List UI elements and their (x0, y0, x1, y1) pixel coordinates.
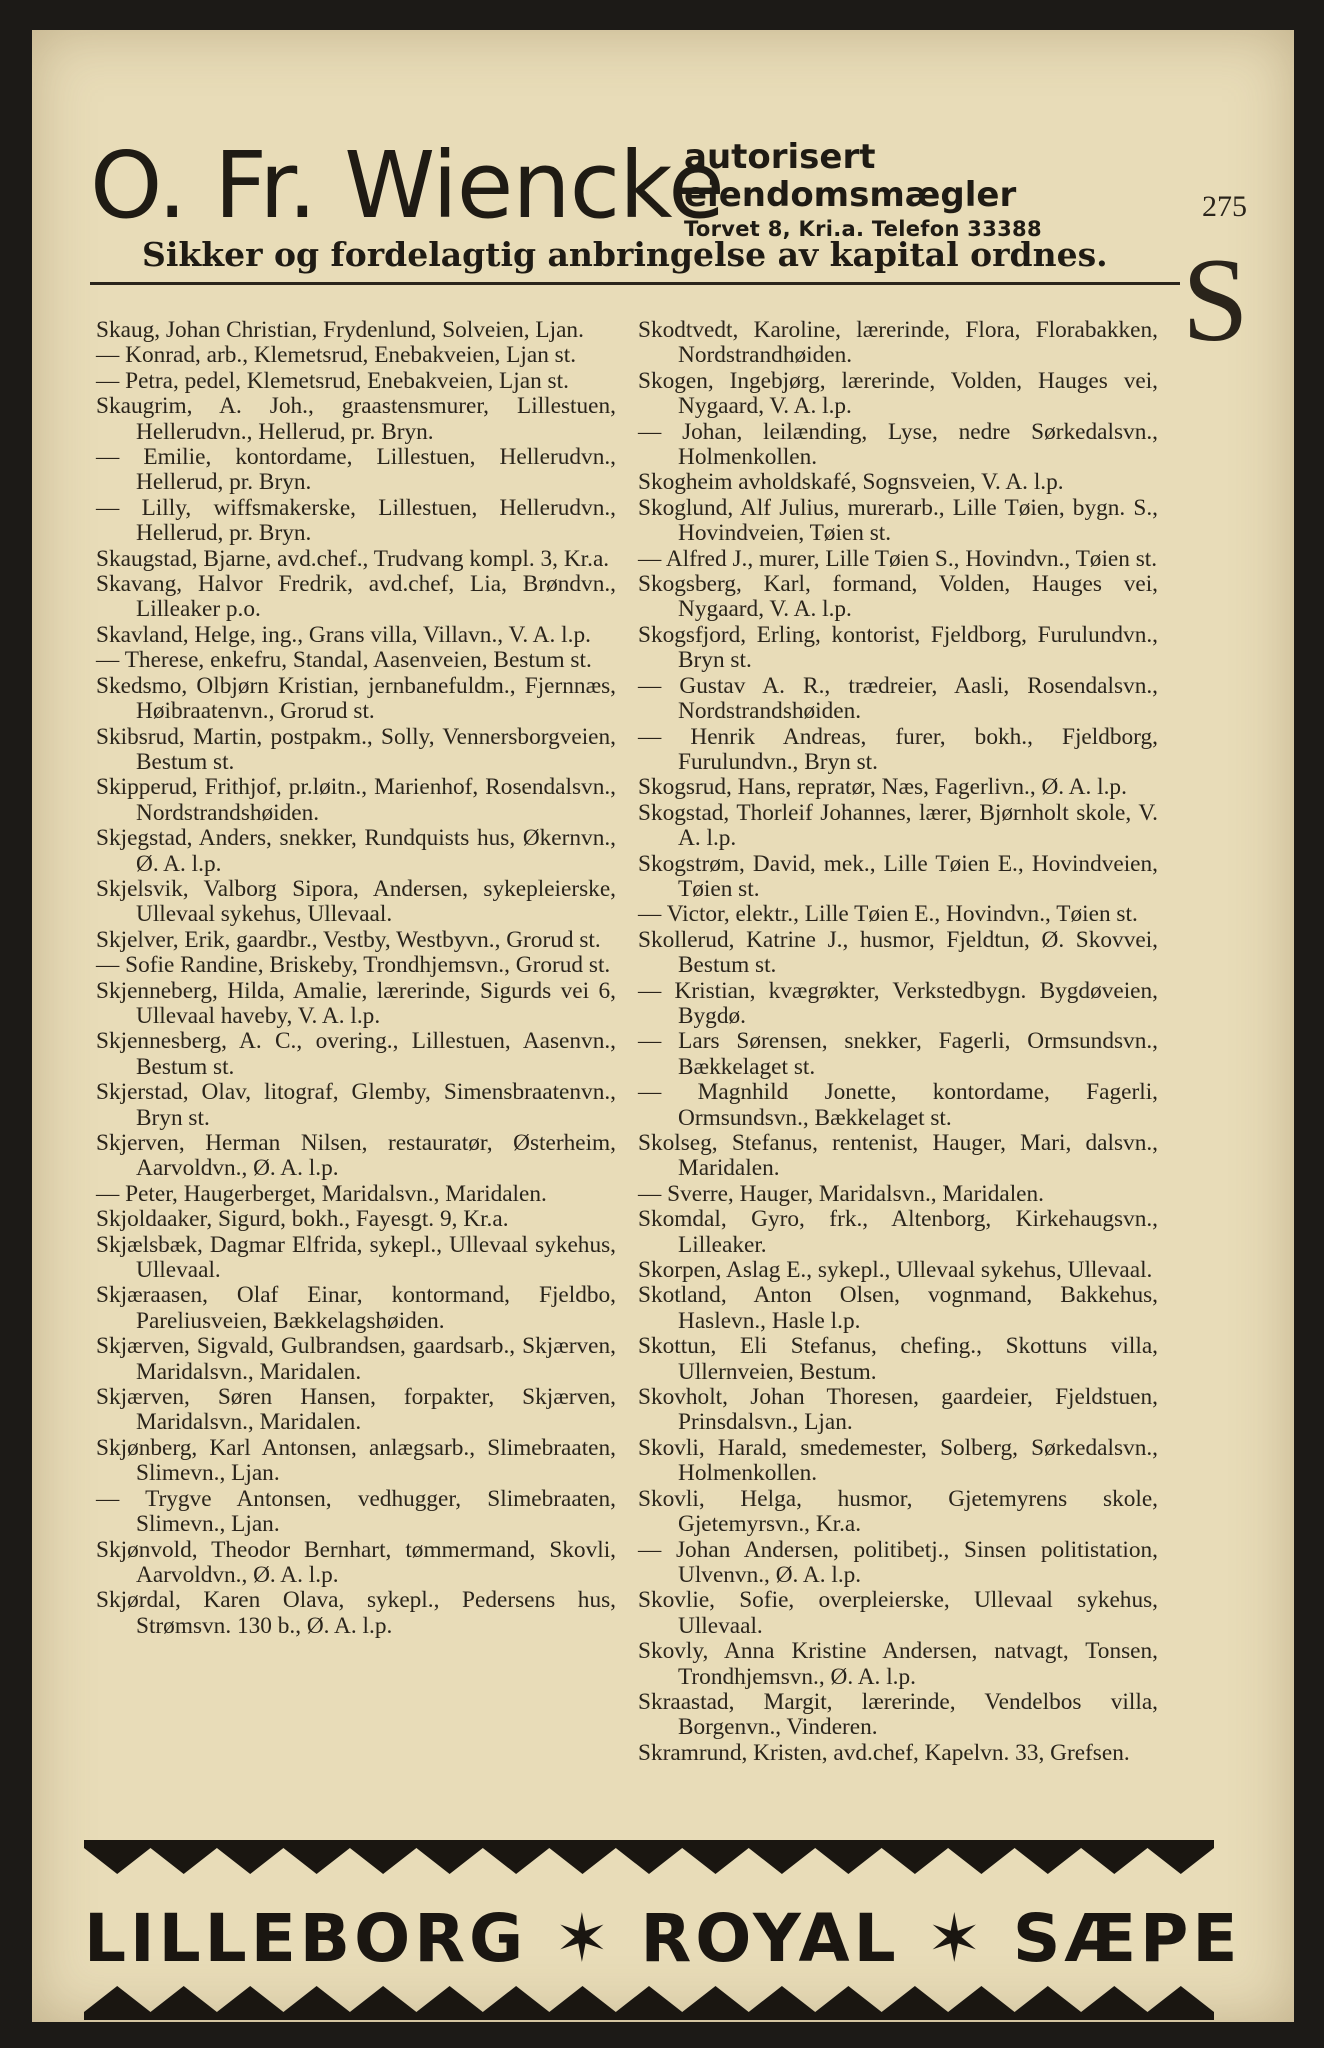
directory-entry: Skogsrud, Hans, repratør, Næs, Fagerlivn., Ø. A. l.p. (638, 774, 1127, 801)
directory-entry: — Therese, enkefru, Standal, Aasenveien, Bestum st. (96, 647, 592, 674)
directory-entry: Skjærven, Søren Hansen, forpakter, Skjærven, Maridalsvn., Maridalen. (96, 1384, 616, 1436)
directory-entry: — Gustav A. R., trædreier, Aasli, Rosendalsvn., Nordstrandshøiden. (638, 672, 1158, 725)
directory-entry: Skovli, Harald, smedemester, Solberg, Sørkedalsvn., Holmenkollen. (638, 1434, 1158, 1487)
directory-entry: Skomdal, Gyro, frk., Altenborg, Kirkehaugsvn., Lilleaker. (638, 1206, 1158, 1258)
directory-entry: Skovholt, Johan Thoresen, gaardeier, Fjeldstuen, Prinsdalsvn., Ljan. (638, 1384, 1158, 1436)
directory-entry: — Petra, pedel, Klemetsrud, Enebakveien, Ljan st. (96, 367, 569, 394)
advertiser-slogan: Sikker og fordelagtig anbringelse av kapital ordnes. (142, 235, 1108, 274)
right-column (638, 318, 1158, 1766)
directory-entry: Skjelsvik, Valborg Sipora, Andersen, sykepleierske, Ullevaal sykehus, Ullevaal. (96, 875, 616, 928)
footer-advertisement (84, 1840, 1242, 2020)
directory-entry: Skjæraasen, Olaf Einar, kontormand, Fjeldbo, Pareliusveien, Bækkelagshøiden. (96, 1282, 616, 1334)
directory-entry: Skogen, Ingebjørg, lærerinde, Volden, Hauges vei, Nygaard, V. A. l.p. (638, 367, 1158, 420)
directory-entry: Skjelver, Erik, gaardbr., Vestby, Westbyvn., Grorud st. (96, 926, 601, 953)
directory-entry: Skavland, Helge, ing., Grans villa, Villavn., V. A. l.p. (96, 621, 591, 648)
directory-entry: Skovly, Anna Kristine Andersen, natvagt, Tonsen, Trondhjemsvn., Ø. A. l.p. (638, 1638, 1158, 1690)
left-column (96, 318, 616, 1639)
directory-entry: Skibsrud, Martin, postpakm., Solly, Vennersborgveien, Bestum st. (96, 723, 616, 775)
advertiser-details (684, 138, 1184, 244)
directory-entry: Skogstrøm, David, mek., Lille Tøien E., Hovindveien, Tøien st. (638, 850, 1158, 902)
page-number: 275 (1202, 190, 1247, 223)
directory-entry: Skoglund, Alf Julius, murerarb., Lille Tøien, bygn. S., Hovindveien, Tøien st. (638, 494, 1158, 547)
directory-entry: Skogstad, Thorleif Johannes, lærer, Bjørnholt skole, V. A. l.p. (638, 799, 1158, 852)
directory-entry: Skraastad, Margit, lærerinde, Vendelbos villa, Borgenvn., Vinderen. (638, 1688, 1158, 1741)
directory-entry: Skjegstad, Anders, snekker, Rundquists hus, Økernvn., Ø. A. l.p. (96, 825, 616, 877)
directory-entry: — Lilly, wiffsmakerske, Lillestuen, Hellerudvn., Hellerud, pr. Bryn. (96, 494, 616, 547)
header-divider (90, 282, 1180, 285)
directory-entry: Skogsberg, Karl, formand, Volden, Hauges vei, Nygaard, V. A. l.p. (638, 571, 1158, 623)
directory-entry: Skotland, Anton Olsen, vognmand, Bakkehus, Haslevn., Hasle l.p. (638, 1282, 1158, 1334)
directory-entry: Skottun, Eli Stefanus, chefing., Skottuns villa, Ullernveien, Bestum. (638, 1333, 1158, 1385)
directory-entry: Skollerud, Katrine J., husmor, Fjeldtun, Ø. Skovvei, Bestum st. (638, 926, 1158, 979)
directory-page (32, 30, 1294, 2022)
directory-entry: Skjennesberg, A. C., overing., Lillestuen, Aasenvn., Bestum st. (96, 1028, 616, 1080)
directory-entry: — Sofie Randine, Briskeby, Trondhjemsvn., Grorud st. (96, 952, 611, 979)
directory-entry: — Victor, elektr., Lille Tøien E., Hovindvn., Tøien st. (638, 901, 1138, 928)
directory-entry: Skaugrim, A. Joh., graastensmurer, Lillestuen, Hellerudvn., Hellerud, pr. Bryn. (96, 393, 616, 445)
directory-entry: Skaug, Johan Christian, Frydenlund, Solveien, Ljan. (96, 317, 584, 343)
directory-entry: — Peter, Haugerberget, Maridalsvn., Maridalen. (96, 1180, 547, 1207)
directory-entry: — Konrad, arb., Klemetsrud, Enebakveien, Ljan st. (96, 342, 577, 369)
directory-entry: Skavang, Halvor Fredrik, avd.chef, Lia, Brøndvn., Lilleaker p.o. (96, 571, 616, 623)
directory-entry: Skjælsbæk, Dagmar Elfrida, sykepl., Ullevaal sykehus, Ullevaal. (96, 1231, 616, 1284)
directory-entry: Skjerstad, Olav, litograf, Glemby, Simensbraatenvn., Bryn st. (96, 1079, 616, 1131)
directory-entry: — Lars Sørensen, snekker, Fagerli, Ormsundsvn., Bækkelaget st. (638, 1028, 1158, 1080)
directory-entry: Skodtvedt, Karoline, lærerinde, Flora, Florabakken, Nordstrandhøiden. (638, 317, 1158, 369)
directory-entry: Skjoldaaker, Sigurd, bokh., Fayesgt. 9, Kr.a. (96, 1206, 509, 1233)
directory-entry: Skjenneberg, Hilda, Amalie, lærerinde, Sigurds vei 6, Ullevaal haveby, V. A. l.p. (96, 977, 616, 1029)
directory-entry: — Trygve Antonsen, vedhugger, Slimebraaten, Slimevn., Ljan. (96, 1485, 616, 1538)
directory-entry: Skogsfjord, Erling, kontorist, Fjeldborg, Furulundvn., Bryn st. (638, 621, 1158, 674)
advertiser-address: Torvet 8, Kri.a. Telefon 33388 (684, 217, 1042, 241)
directory-entry: Skramrund, Kristen, avd.chef, Kapelvn. 33, Grefsen. (638, 1739, 1130, 1766)
directory-entry: Skovlie, Sofie, overpleierske, Ullevaal sykehus, Ullevaal. (638, 1587, 1158, 1639)
directory-entry: Skjerven, Herman Nilsen, restauratør, Østerheim, Aarvoldvn., Ø. A. l.p. (96, 1130, 616, 1182)
directory-entry: Skedsmo, Olbjørn Kristian, jernbanefuldm., Fjernnæs, Høibraatenvn., Grorud st. (96, 672, 616, 725)
directory-entry: — Magnhild Jonette, kontordame, Fagerli, Ormsundsvn., Bækkelaget st. (638, 1079, 1158, 1131)
directory-entry: Skipperud, Frithjof, pr.løitn., Marienhof, Rosendalsvn., Nordstrandshøiden. (96, 774, 616, 826)
directory-entry: Skjønberg, Karl Antonsen, anlægsarb., Slimebraaten, Slimevn., Ljan. (96, 1434, 616, 1487)
directory-entry: — Emilie, kontordame, Lillestuen, Hellerudvn., Hellerud, pr. Bryn. (96, 444, 616, 496)
footer-ad-text: LILLEBORG ✶ ROYAL ✶ SÆPE (84, 1900, 1242, 1977)
directory-entry: Skovli, Helga, husmor, Gjetemyrens skole, Gjetemyrsvn., Kr.a. (638, 1485, 1158, 1538)
advertiser-title: autorisert eiendomsmægler (684, 137, 1017, 215)
directory-entry: Skjærven, Sigvald, Gulbrandsen, gaardsarb., Skjærven, Maridalsvn., Maridalen. (96, 1333, 616, 1385)
directory-entry: Skjønvold, Theodor Bernhart, tømmermand, Skovli, Aarvoldvn., Ø. A. l.p. (96, 1536, 616, 1588)
directory-entry: Skogheim avholdskafé, Sognsveien, V. A. l.p. (638, 469, 1064, 496)
directory-entry: — Johan, leilænding, Lyse, nedre Sørkedalsvn., Holmenkollen. (638, 418, 1158, 471)
directory-entry: Skorpen, Aslag E., sykepl., Ullevaal sykehus, Ullevaal. (638, 1257, 1153, 1284)
directory-entry: Skolseg, Stefanus, rentenist, Hauger, Mari, dalsvn., Maridalen. (638, 1130, 1158, 1182)
advertiser-name: O. Fr. Wiencke (90, 132, 724, 239)
directory-entry: — Kristian, kvægrøkter, Verkstedbygn. Bygdøveien, Bygdø. (638, 977, 1158, 1029)
directory-entry: — Johan Andersen, politibetj., Sinsen politistation, Ulvenvn., Ø. A. l.p. (638, 1536, 1158, 1588)
directory-entry: — Alfred J., murer, Lille Tøien S., Hovindvn., Tøien st. (638, 545, 1158, 572)
directory-entry: Skaugstad, Bjarne, avd.chef., Trudvang kompl. 3, Kr.a. (96, 545, 610, 572)
directory-entry: Skjørdal, Karen Olava, sykepl., Pedersens hus, Strømsvn. 130 b., Ø. A. l.p. (96, 1587, 616, 1639)
directory-entry: — Sverre, Hauger, Maridalsvn., Maridalen. (638, 1180, 1044, 1207)
section-letter: S (1182, 233, 1249, 366)
directory-entry: — Henrik Andreas, furer, bokh., Fjeldborg, Furulundvn., Bryn st. (638, 723, 1158, 775)
